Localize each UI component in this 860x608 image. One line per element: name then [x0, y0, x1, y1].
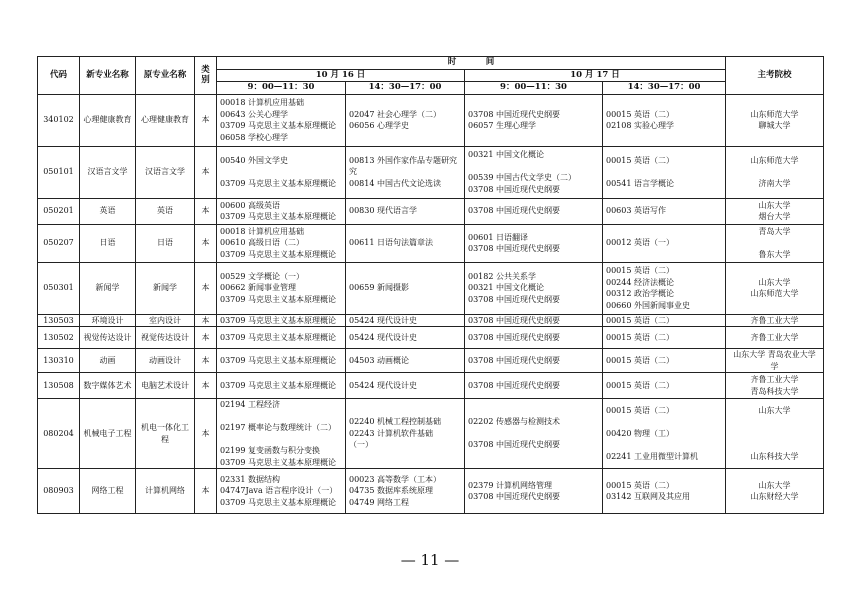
subject-line: 济南大学 — [758, 178, 791, 188]
subject-line: 03709 马克思主义基本原理概论 — [220, 249, 336, 259]
header-day2: 10 月 17 日 — [465, 69, 726, 82]
header-time: 时 间 — [217, 57, 726, 70]
table-row — [38, 349, 824, 373]
day2-pm-subjects — [603, 469, 726, 514]
subject-line: 05424 现代设计史 — [349, 315, 417, 325]
day1-am-subjects — [217, 399, 346, 469]
subject-line: 03708 中国近现代史纲要 — [468, 315, 560, 325]
new-major-name: 英语 — [80, 198, 136, 224]
subject-line: 青岛大学 — [758, 226, 791, 236]
header-day2-am: 9：00—11：30 — [465, 82, 603, 95]
subject-line: 03142 互联网及其应用 — [606, 492, 690, 501]
subject-line: 00420 物理（工） — [606, 428, 674, 438]
day1-am-subjects — [217, 224, 346, 262]
subject-line: 山东师范大学 — [750, 155, 799, 165]
subject-line: 00015 英语（二） — [606, 380, 674, 390]
subject-line: 00321 中国文化概论 — [468, 150, 544, 159]
day1-am-subjects — [217, 94, 346, 146]
subject-line: 06057 生理心理学 — [468, 121, 536, 130]
old-major-name: 日语 — [136, 224, 195, 262]
old-major-name: 动画设计 — [136, 349, 195, 373]
major-code: 130310 — [38, 349, 80, 373]
day2-am-subjects — [465, 314, 603, 327]
major-code: 050201 — [38, 198, 80, 224]
subject-line: 03708 中国近现代史纲要 — [468, 332, 560, 342]
subject-line: 00643 公关心理学 — [220, 109, 288, 119]
new-major-name: 新闻学 — [80, 262, 136, 314]
institution — [726, 399, 824, 469]
subject-line: 03709 马克思主义基本原理概论 — [220, 457, 336, 467]
day2-am-subjects — [465, 399, 603, 469]
major-code: 080903 — [38, 469, 80, 514]
category: 本 — [195, 349, 217, 373]
institution — [726, 373, 824, 399]
subject-line: 05424 现代设计史 — [349, 380, 417, 390]
day1-pm-subjects — [346, 349, 465, 373]
category: 本 — [195, 314, 217, 327]
day2-pm-subjects — [603, 146, 726, 198]
subject-line: 03708 中国近现代史纲要 — [468, 492, 560, 501]
old-major-name: 计算机网络 — [136, 469, 195, 514]
day1-pm-subjects — [346, 469, 465, 514]
category: 本 — [195, 198, 217, 224]
institution — [726, 146, 824, 198]
day1-am-subjects — [217, 373, 346, 399]
table-row — [38, 198, 824, 224]
subject-line: 03708 中国近现代史纲要 — [468, 184, 560, 194]
subject-line: 03709 马克思主义基本原理概论 — [220, 121, 336, 130]
subject-line: 山东大学 — [758, 480, 791, 490]
new-major-name: 动画 — [80, 349, 136, 373]
day1-pm-subjects — [346, 198, 465, 224]
subject-line: 02047 社会心理学（二） — [349, 109, 441, 119]
subject-line: 00015 英语（二） — [606, 266, 674, 275]
old-major-name: 心理健康教育 — [136, 94, 195, 146]
table-row — [38, 399, 824, 469]
header-institution: 主考院校 — [726, 57, 824, 95]
subject-line: 03708 中国近现代史纲要 — [468, 380, 560, 390]
new-major-name: 数字媒体艺术 — [80, 373, 136, 399]
subject-line: 齐鲁工业大学 — [750, 332, 799, 342]
day1-am-subjects — [217, 262, 346, 314]
table-row — [38, 146, 824, 198]
subject-line: 00603 英语写作 — [606, 206, 666, 216]
subject-line: 山东大学 — [758, 277, 791, 287]
category: 本 — [195, 224, 217, 262]
subject-line: 02194 工程经济 — [220, 400, 280, 409]
subject-line: 00012 英语（一） — [606, 238, 674, 248]
subject-line: 02108 实验心理学 — [606, 121, 674, 130]
table-row — [38, 373, 824, 399]
institution — [726, 94, 824, 146]
new-major-name: 心理健康教育 — [80, 94, 136, 146]
subject-line: 03709 马克思主义基本原理概论 — [220, 294, 336, 304]
day2-pm-subjects — [603, 314, 726, 327]
subject-line — [220, 166, 342, 178]
subject-line: 00529 文学概论（一） — [220, 271, 304, 281]
subject-line: 02240 机械工程控制基础 — [349, 417, 441, 427]
subject-line — [606, 439, 722, 451]
subject-line: 00540 外国文学史 — [220, 155, 288, 165]
institution — [726, 314, 824, 327]
category: 本 — [195, 146, 217, 198]
new-major-name: 汉语言文学 — [80, 146, 136, 198]
subject-line: 00600 高级英语 — [220, 200, 280, 210]
subject-line: 山东财经大学 — [750, 492, 799, 501]
table-body — [38, 94, 824, 514]
subject-line — [468, 428, 599, 440]
institution — [726, 327, 824, 349]
day2-am-subjects — [465, 349, 603, 373]
institution — [726, 349, 824, 373]
day1-pm-subjects — [346, 399, 465, 469]
old-major-name: 英语 — [136, 198, 195, 224]
subject-line: 00814 中国古代文论选读 — [349, 178, 441, 188]
subject-line: 02199 复变函数与积分变换 — [220, 446, 320, 455]
subject-line: 03708 中国近现代史纲要 — [468, 440, 560, 450]
major-code: 050301 — [38, 262, 80, 314]
old-major-name: 汉语言文学 — [136, 146, 195, 198]
subject-line — [606, 416, 722, 428]
subject-line: 00611 日语句法篇章法 — [349, 238, 433, 248]
institution — [726, 198, 824, 224]
day1-pm-subjects — [346, 327, 465, 349]
subject-line — [220, 411, 342, 423]
page-number: — 11 — — [400, 551, 460, 569]
institution — [726, 469, 824, 514]
header-day1: 10 月 16 日 — [217, 69, 465, 82]
subject-line: 02379 计算机网络管理 — [468, 480, 552, 490]
major-code: 130503 — [38, 314, 80, 327]
subject-line: 00601 日语翻译 — [468, 232, 528, 242]
subject-line: 山东大学 — [758, 405, 791, 415]
subject-line: 03709 马克思主义基本原理概论 — [220, 497, 336, 507]
new-major-name: 日语 — [80, 224, 136, 262]
subject-line: 00018 计算机应用基础 — [220, 226, 304, 236]
day2-am-subjects — [465, 146, 603, 198]
old-major-name: 视觉传达设计 — [136, 327, 195, 349]
day2-pm-subjects — [603, 224, 726, 262]
old-major-name: 机电一体化工程 — [136, 399, 195, 469]
subject-line: 04749 网络工程 — [349, 497, 409, 507]
subject-line: 00662 新闻事业管理 — [220, 283, 296, 293]
new-major-name: 网络工程 — [80, 469, 136, 514]
subject-line: 山东师范大学 — [750, 289, 799, 298]
day2-am-subjects — [465, 373, 603, 399]
subject-line: 00015 英语（二） — [606, 480, 674, 490]
subject-line: 04747Java 语言程序设计（一） — [220, 486, 338, 496]
header-day1-am: 9：00—11：30 — [217, 82, 346, 95]
subject-line — [468, 161, 599, 173]
subject-line — [729, 237, 820, 249]
subject-line: 00023 高等数学（工本） — [349, 474, 441, 484]
header-day1-pm: 14：30—17：00 — [346, 82, 465, 95]
subject-line: 06056 心理学史 — [349, 121, 409, 130]
subject-line: 00610 高级日语（二） — [220, 238, 304, 248]
subject-line: 00321 中国文化概论 — [468, 283, 544, 293]
subject-line: 02331 数据结构 — [220, 474, 280, 484]
subject-line: 00015 英语（二） — [606, 405, 674, 415]
category: 本 — [195, 262, 217, 314]
subject-line: 00244 经济法概论 — [606, 277, 674, 287]
new-major-name: 视觉传达设计 — [80, 327, 136, 349]
subject-line: 02243 计算机软件基础 — [349, 428, 433, 438]
day2-am-subjects — [465, 198, 603, 224]
subject-line: 齐鲁工业大学 — [750, 375, 799, 384]
category: 本 — [195, 399, 217, 469]
new-major-name: 机械电子工程 — [80, 399, 136, 469]
subject-line: 00015 英语（二） — [606, 315, 674, 325]
subject-line: 05424 现代设计史 — [349, 332, 417, 342]
subject-line: 00015 英语（二） — [606, 355, 674, 365]
subject-line — [606, 166, 722, 178]
subject-line: 03708 中国近现代史纲要 — [468, 109, 560, 119]
subject-line: 00312 政治学概论 — [606, 289, 674, 298]
subject-line: 烟台大学 — [758, 212, 791, 221]
major-code: 050101 — [38, 146, 80, 198]
subject-line — [729, 416, 820, 428]
day1-am-subjects — [217, 349, 346, 373]
day1-am-subjects — [217, 469, 346, 514]
subject-line: 06058 学校心理学 — [220, 132, 288, 142]
day1-am-subjects — [217, 198, 346, 224]
header-code: 代码 — [38, 57, 80, 95]
day1-pm-subjects — [346, 94, 465, 146]
major-code: 050207 — [38, 224, 80, 262]
major-code: 080204 — [38, 399, 80, 469]
subject-line — [729, 166, 820, 178]
day2-pm-subjects — [603, 327, 726, 349]
subject-line — [220, 434, 342, 446]
subject-line: 00015 英语（二） — [606, 332, 674, 342]
subject-line: 00182 公共关系学 — [468, 271, 536, 281]
day2-pm-subjects — [603, 94, 726, 146]
subject-line: 00015 英语（二） — [606, 155, 674, 165]
subject-line: 02197 概率论与数理统计（二） — [220, 423, 336, 432]
header-new-major: 新专业名称 — [80, 57, 136, 95]
old-major-name: 新闻学 — [136, 262, 195, 314]
header-category: 类别 — [195, 57, 217, 95]
subject-line: 00539 中国古代文学史（二） — [468, 173, 576, 182]
subject-line: 青岛科技大学 — [750, 386, 799, 396]
subject-line: 学 — [770, 361, 779, 371]
category: 本 — [195, 327, 217, 349]
subject-line: 03709 马克思主义基本原理概论 — [220, 178, 336, 188]
subject-line: 03708 中国近现代史纲要 — [468, 294, 560, 304]
day2-pm-subjects — [603, 349, 726, 373]
subject-line: 00660 外国新闻事业史 — [606, 300, 690, 310]
day2-pm-subjects — [603, 262, 726, 314]
table-row — [38, 262, 824, 314]
institution — [726, 262, 824, 314]
major-code: 130502 — [38, 327, 80, 349]
subject-line: 山东大学 青岛农业大学 — [733, 350, 816, 359]
subject-line: 00015 英语（二） — [606, 109, 674, 119]
table-row — [38, 94, 824, 146]
day1-pm-subjects — [346, 262, 465, 314]
subject-line: 究 — [349, 167, 357, 177]
subject-line: 03708 中国近现代史纲要 — [468, 206, 560, 216]
subject-line: 聊城大学 — [758, 121, 791, 130]
day2-am-subjects — [465, 262, 603, 314]
old-major-name: 室内设计 — [136, 314, 195, 327]
subject-line: 03709 马克思主义基本原理概论 — [220, 212, 336, 221]
category: 本 — [195, 94, 217, 146]
subject-line: 03709 马克思主义基本原理概论 — [220, 332, 336, 342]
subject-line: 03708 中国近现代史纲要 — [468, 244, 560, 253]
day2-pm-subjects — [603, 399, 726, 469]
major-code: 340102 — [38, 94, 80, 146]
day1-pm-subjects — [346, 314, 465, 327]
table-row — [38, 314, 824, 327]
institution — [726, 224, 824, 262]
day1-am-subjects — [217, 327, 346, 349]
table-row — [38, 469, 824, 514]
subject-line: 00830 现代语言学 — [349, 206, 417, 216]
day2-am-subjects — [465, 469, 603, 514]
day1-am-subjects — [217, 314, 346, 327]
day1-am-subjects — [217, 146, 346, 198]
day1-pm-subjects — [346, 373, 465, 399]
day2-pm-subjects — [603, 198, 726, 224]
subject-line: 鲁东大学 — [758, 249, 791, 259]
subject-line: 山东师范大学 — [750, 109, 799, 119]
day1-pm-subjects — [346, 224, 465, 262]
day2-pm-subjects — [603, 373, 726, 399]
subject-line: 04735 数据库系统原理 — [349, 486, 433, 496]
header-day2-pm: 14：30—17：00 — [603, 82, 726, 95]
subject-line: 02202 传感器与检测技术 — [468, 417, 560, 427]
major-code: 130508 — [38, 373, 80, 399]
day2-am-subjects — [465, 224, 603, 262]
exam-schedule-table — [37, 56, 824, 514]
subject-line — [729, 439, 820, 451]
subject-line — [729, 428, 820, 440]
subject-line: 02241 工业用微型计算机 — [606, 451, 698, 461]
subject-line: 03709 马克思主义基本原理概论 — [220, 355, 336, 365]
subject-line: 山东大学 — [758, 200, 791, 210]
day2-am-subjects — [465, 94, 603, 146]
subject-line: 03709 马克思主义基本原理概论 — [220, 315, 336, 325]
subject-line: 00541 语言学概论 — [606, 178, 674, 188]
subject-line: 齐鲁工业大学 — [750, 315, 799, 325]
table-row — [38, 224, 824, 262]
subject-line: （一） — [349, 440, 373, 450]
subject-line: 00659 新闻摄影 — [349, 283, 409, 293]
subject-line: 03708 中国近现代史纲要 — [468, 355, 560, 365]
old-major-name: 电脑艺术设计 — [136, 373, 195, 399]
table-row — [38, 327, 824, 349]
subject-line: 03709 马克思主义基本原理概论 — [220, 380, 336, 390]
subject-line: 山东科技大学 — [750, 451, 799, 461]
category: 本 — [195, 469, 217, 514]
category: 本 — [195, 373, 217, 399]
new-major-name: 环境设计 — [80, 314, 136, 327]
subject-line: 00018 计算机应用基础 — [220, 98, 304, 107]
subject-line: 00813 外国作家作品专题研究 — [349, 155, 457, 165]
day2-am-subjects — [465, 327, 603, 349]
subject-line: 04503 动画概论 — [349, 355, 409, 365]
day1-pm-subjects — [346, 146, 465, 198]
header-old-major: 原专业名称 — [136, 57, 195, 95]
